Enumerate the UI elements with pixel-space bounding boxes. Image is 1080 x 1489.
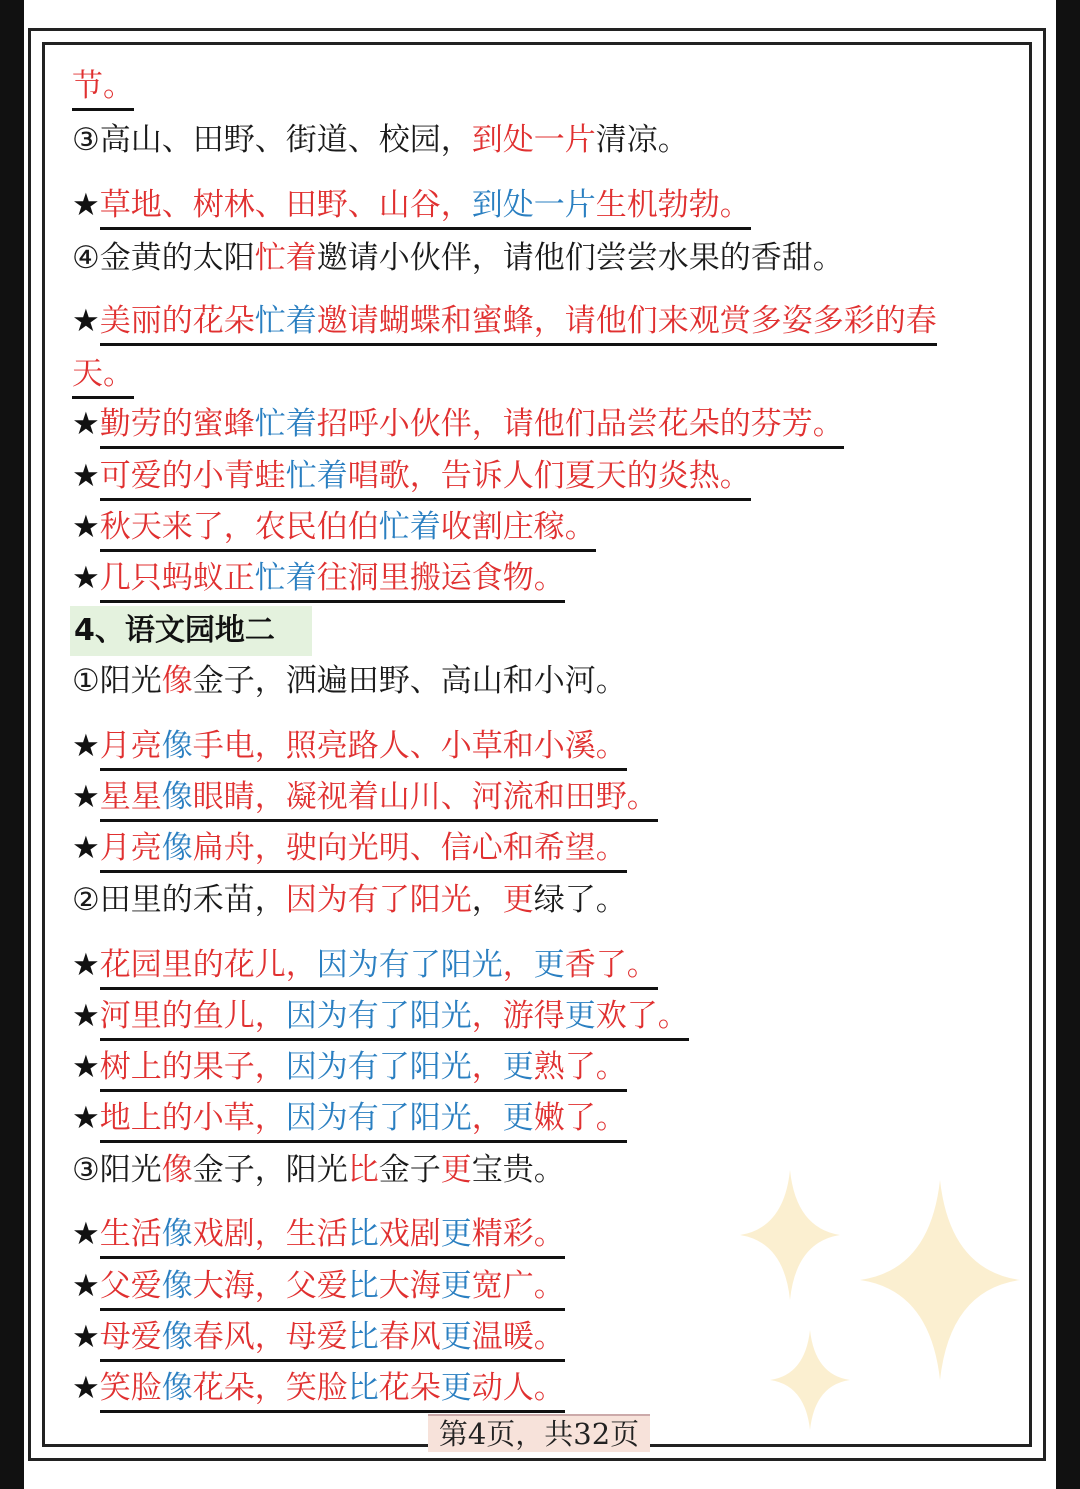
example-sentence bbox=[72, 777, 658, 822]
text-segment: ④金黄的太阳 bbox=[72, 240, 255, 276]
text-segment: 精彩。 bbox=[471, 1216, 565, 1252]
sentence-text bbox=[100, 456, 751, 501]
star-icon: ★ bbox=[72, 1370, 100, 1406]
example-sentence bbox=[72, 726, 627, 771]
text-segment: 忙着 bbox=[254, 303, 317, 339]
text-segment: 手电，照亮路人、小草和小溪。 bbox=[192, 728, 627, 764]
text-segment: 邀请蝴蝶和蜜蜂，请他们来观赏多姿多彩的春 bbox=[316, 303, 937, 339]
text-segment: 像 bbox=[161, 1370, 193, 1406]
sentence-text bbox=[100, 996, 689, 1041]
line-item bbox=[72, 354, 134, 399]
text-segment: 比 bbox=[347, 1319, 379, 1355]
text-segment: ③阳光 bbox=[72, 1152, 162, 1188]
text-segment: 生活 bbox=[99, 1216, 162, 1252]
text-segment: 温暖。 bbox=[471, 1319, 565, 1355]
text-segment: 收割庄稼。 bbox=[440, 509, 596, 545]
text-segment: 金子，阳光 bbox=[192, 1152, 348, 1188]
text-segment: 母爱 bbox=[99, 1319, 162, 1355]
example-sentence bbox=[72, 558, 565, 603]
text-segment: 春风 bbox=[378, 1319, 441, 1355]
text-segment: 更 bbox=[502, 882, 534, 918]
text-segment: ，游得 bbox=[471, 998, 565, 1034]
example-sentence bbox=[72, 1317, 565, 1362]
text-segment: 因为有了阳光 bbox=[316, 947, 503, 983]
star-icon: ★ bbox=[72, 1268, 100, 1304]
text-segment: 到处一片 bbox=[471, 122, 596, 158]
text-segment: 父爱 bbox=[99, 1268, 162, 1304]
text-segment: 像 bbox=[161, 1268, 193, 1304]
text-segment: 更 bbox=[440, 1268, 472, 1304]
star-icon: ★ bbox=[72, 947, 100, 983]
text-segment: ③高山、田野、街道、校园， bbox=[72, 122, 472, 158]
example-sentence bbox=[72, 301, 937, 346]
line-item bbox=[72, 880, 627, 920]
text-segment: 河里的鱼儿， bbox=[99, 998, 286, 1034]
sentence-text bbox=[100, 1317, 565, 1362]
sentence-text bbox=[100, 726, 627, 771]
text-segment: 像 bbox=[161, 830, 193, 866]
left-edge-bar bbox=[0, 0, 24, 1489]
text-segment: 因为有了阳光 bbox=[285, 882, 472, 918]
text-segment: 宽广。 bbox=[471, 1268, 565, 1304]
example-sentence bbox=[72, 456, 751, 501]
line-item bbox=[72, 1150, 565, 1190]
text-segment: 美丽的花朵 bbox=[99, 303, 255, 339]
text-segment: 动人。 bbox=[471, 1370, 565, 1406]
page-footer: 第4页，共32页 bbox=[428, 1414, 650, 1452]
text-segment: 更 bbox=[502, 1100, 534, 1136]
sentence-text bbox=[72, 66, 134, 111]
text-segment: 比 bbox=[347, 1152, 379, 1188]
sparkle-small-icon bbox=[740, 1170, 840, 1300]
text-segment: 大海，父爱 bbox=[192, 1268, 348, 1304]
sentence-text bbox=[72, 240, 844, 276]
text-segment: 更 bbox=[440, 1152, 472, 1188]
example-sentence bbox=[72, 185, 751, 230]
text-segment: 往洞里搬运食物。 bbox=[316, 560, 565, 596]
text-segment: 生机勃勃。 bbox=[595, 187, 751, 223]
text-segment: 像 bbox=[161, 1216, 193, 1252]
text-segment: 嫩了。 bbox=[533, 1100, 627, 1136]
text-segment: 更 bbox=[533, 947, 565, 983]
text-segment: 扁舟，驶向光明、信心和希望。 bbox=[192, 830, 627, 866]
example-sentence bbox=[72, 1047, 627, 1092]
text-segment: 熟了。 bbox=[533, 1049, 627, 1085]
example-sentence bbox=[72, 996, 689, 1041]
text-segment: 更 bbox=[440, 1370, 472, 1406]
text-segment: 因为有了阳光 bbox=[285, 1049, 472, 1085]
star-icon: ★ bbox=[72, 728, 100, 764]
text-segment: 春风，母爱 bbox=[192, 1319, 348, 1355]
sentence-text bbox=[100, 301, 937, 346]
text-segment: 比 bbox=[347, 1370, 379, 1406]
text-segment: 唱歌，告诉人们夏天的炎热。 bbox=[347, 458, 751, 494]
sentence-text bbox=[100, 828, 627, 873]
text-segment: 更 bbox=[440, 1216, 472, 1252]
sentence-text bbox=[100, 1214, 565, 1259]
star-icon: ★ bbox=[72, 1319, 100, 1355]
text-segment: 眼睛，凝视着山川、河流和田野。 bbox=[192, 779, 658, 815]
sentence-text bbox=[100, 404, 844, 449]
text-segment: 大海 bbox=[378, 1268, 441, 1304]
text-segment: 花园里的花儿， bbox=[99, 947, 317, 983]
star-icon: ★ bbox=[72, 998, 100, 1034]
star-icon: ★ bbox=[72, 303, 100, 339]
sentence-text bbox=[100, 1368, 565, 1413]
sparkle-large-icon bbox=[860, 1180, 1020, 1380]
text-segment: 香了。 bbox=[564, 947, 658, 983]
text-segment: 节。 bbox=[72, 68, 134, 104]
text-segment: 地上的小草， bbox=[99, 1100, 286, 1136]
text-segment: 到处一片 bbox=[471, 187, 596, 223]
text-segment: 比 bbox=[347, 1216, 379, 1252]
text-segment: 绿了。 bbox=[533, 882, 627, 918]
text-segment: 邀请小伙伴，请他们尝尝水果的香甜。 bbox=[316, 240, 844, 276]
sentence-text bbox=[100, 507, 596, 552]
sentence-text bbox=[100, 558, 565, 603]
example-sentence bbox=[72, 828, 627, 873]
text-segment: 可爱的小青蛙 bbox=[99, 458, 286, 494]
star-icon: ★ bbox=[72, 1049, 100, 1085]
text-segment: 忙着 bbox=[254, 560, 317, 596]
text-segment: ， bbox=[471, 1049, 503, 1085]
text-segment: 金子，洒遍田野、高山和小河。 bbox=[192, 663, 627, 699]
text-segment: 秋天来了，农民伯伯 bbox=[99, 509, 379, 545]
text-segment: ， bbox=[471, 1100, 503, 1136]
star-icon: ★ bbox=[72, 830, 100, 866]
example-sentence bbox=[72, 404, 844, 449]
sentence-text bbox=[72, 663, 627, 699]
text-segment: 清凉。 bbox=[595, 122, 689, 158]
example-sentence bbox=[72, 1214, 565, 1259]
text-segment: 像 bbox=[161, 663, 193, 699]
text-segment: 勤劳的蜜蜂 bbox=[99, 406, 255, 442]
text-segment: 戏剧 bbox=[378, 1216, 441, 1252]
sentence-text bbox=[72, 882, 627, 918]
text-segment: 树上的果子， bbox=[99, 1049, 286, 1085]
section-title: 4、语文园地二 bbox=[70, 606, 312, 656]
text-segment: 招呼小伙伴，请他们品尝花朵的芬芳。 bbox=[316, 406, 844, 442]
text-segment: 草地、树林、田野、山谷， bbox=[99, 187, 472, 223]
text-segment: 因为有了阳光 bbox=[285, 1100, 472, 1136]
sentence-text bbox=[100, 1266, 565, 1311]
text-segment: 笑脸 bbox=[99, 1370, 162, 1406]
text-segment: 月亮 bbox=[99, 830, 162, 866]
example-sentence bbox=[72, 507, 596, 552]
right-edge-bar bbox=[1056, 0, 1080, 1489]
text-segment: 忙着 bbox=[254, 240, 317, 276]
line-item bbox=[72, 66, 134, 111]
text-segment: 月亮 bbox=[99, 728, 162, 764]
sentence-text bbox=[100, 945, 658, 990]
text-segment: 忙着 bbox=[285, 458, 348, 494]
sparkle-tiny-icon bbox=[770, 1330, 850, 1430]
star-icon: ★ bbox=[72, 779, 100, 815]
example-sentence bbox=[72, 1266, 565, 1311]
example-sentence bbox=[72, 1098, 627, 1143]
text-segment: 像 bbox=[161, 1319, 193, 1355]
text-segment: ， bbox=[471, 882, 503, 918]
sentence-text bbox=[100, 777, 658, 822]
sentence-text bbox=[72, 1152, 565, 1188]
star-icon: ★ bbox=[72, 509, 100, 545]
star-icon: ★ bbox=[72, 406, 100, 442]
text-segment: 花朵 bbox=[378, 1370, 441, 1406]
text-segment: 忙着 bbox=[378, 509, 441, 545]
text-segment: 更 bbox=[440, 1319, 472, 1355]
text-segment: 像 bbox=[161, 779, 193, 815]
sentence-text bbox=[72, 122, 689, 158]
star-icon: ★ bbox=[72, 187, 100, 223]
text-segment: ， bbox=[502, 947, 534, 983]
text-segment: 宝贵。 bbox=[471, 1152, 565, 1188]
example-sentence bbox=[72, 1368, 565, 1413]
text-segment: 像 bbox=[161, 728, 193, 764]
text-segment: 比 bbox=[347, 1268, 379, 1304]
text-segment: 戏剧，生活 bbox=[192, 1216, 348, 1252]
line-item bbox=[72, 238, 844, 278]
example-sentence bbox=[72, 945, 658, 990]
star-icon: ★ bbox=[72, 560, 100, 596]
text-segment: 因为有了阳光 bbox=[285, 998, 472, 1034]
sentence-text bbox=[100, 1098, 627, 1143]
star-icon: ★ bbox=[72, 1100, 100, 1136]
text-segment: 更 bbox=[564, 998, 596, 1034]
text-segment: 天。 bbox=[72, 356, 134, 392]
sentence-text bbox=[100, 1047, 627, 1092]
line-item bbox=[72, 120, 689, 160]
text-segment: 更 bbox=[502, 1049, 534, 1085]
text-segment: 忙着 bbox=[254, 406, 317, 442]
sentence-text bbox=[72, 354, 134, 399]
text-segment: 几只蚂蚁正 bbox=[99, 560, 255, 596]
text-segment: 星星 bbox=[99, 779, 162, 815]
sentence-text bbox=[100, 185, 751, 230]
star-icon: ★ bbox=[72, 458, 100, 494]
star-icon: ★ bbox=[72, 1216, 100, 1252]
text-segment: 像 bbox=[161, 1152, 193, 1188]
line-item bbox=[72, 661, 627, 701]
text-segment: 欢了。 bbox=[595, 998, 689, 1034]
text-segment: 金子 bbox=[378, 1152, 441, 1188]
text-segment: 花朵，笑脸 bbox=[192, 1370, 348, 1406]
text-segment: ②田里的禾苗， bbox=[72, 882, 286, 918]
text-segment: ①阳光 bbox=[72, 663, 162, 699]
